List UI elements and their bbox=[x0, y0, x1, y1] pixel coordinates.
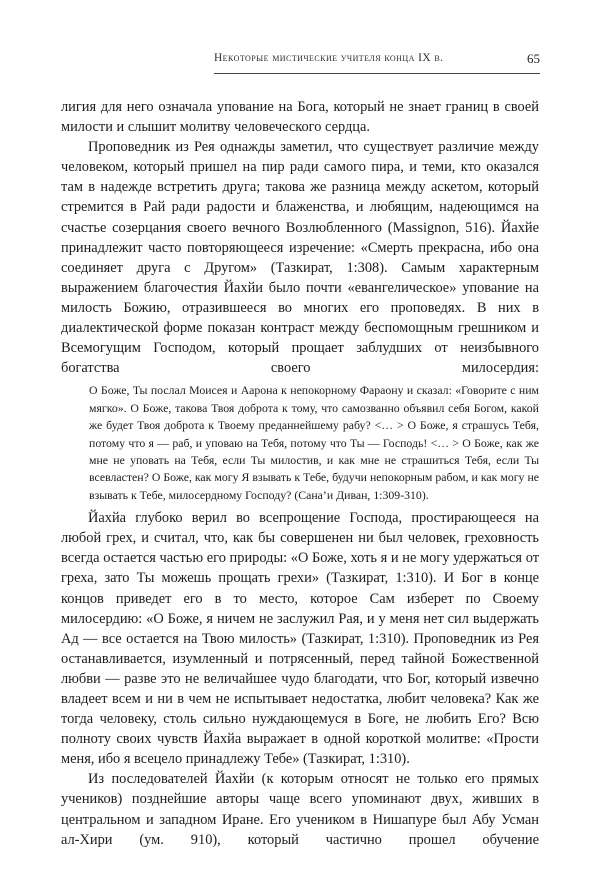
block-quote: О Боже, Ты послал Моисея и Аарона к непокорному Фараону и сказал: «Говорите с ним мягко». О Боже, такова Твоя доброта к тому, что самозванно объявил себя Богом, какой же будет Твоя доброта к Твоему преданнейшему рабу? <… > О Боже, я страшусь Тебя, потому что я — раб, и уповаю на Тебя, потому что Ты — Господь! <… > О Боже, как же мне не уповать на Тебя, если Ты милостив, и как мне не страшиться Тебя, если Ты всевластен? О Боже, как могу Я взывать к Тебе, будучи непокорным рабом, и как могу не взывать к Тебе, милосердному Господу? (Сана’и Диван, 1:309-310). bbox=[89, 383, 539, 502]
paragraph-3: Йахйа глубоко верил во всепрощение Господа, простирающееся на любой грех, и считал, что, как бы совершенен ни был человек, греховность всегда остается частью его природы: «О Боже, хоть я и не могу удержаться от греха, зато Ты можешь прощать грехи» (Тазкират, 1:310). И Бог в конце концов приведет его в то место, которое Сам изберет по Своему милосердию: «О Боже, я ничем не заслужил Рая, и у меня нет сил выдержать Ад — все остается на Твою милость» (Тазкират, 1:310). Проповедник из Рея останавливается, изумленный и потрясенный, перед тайной Божественной любви — разве это не величайшее чудо благодати, что Бог, который извечно владеет всем и ни в чем не испытывает недостатка, любит человека? Как же тогда человеку, столь сильно нуждающемуся в Боге, не любить Его? Всю полноту своих чувств Йахйа выражает в одной короткой молитве: «Прости меня, ибо я всецело принадлежу Тебе» (Тазкират, 1:310). bbox=[61, 510, 539, 768]
paragraph-2: Проповедник из Рея однажды заметил, что существует различие между человеком, который пришел на пир ради самого пира, и теми, кто оказался там в надежде встретить друга; такова же разница между аскетом, который стремится в Рай ради радости и блаженства, и любящим, надеющимся на счастье созерцания своего вечного Возлюбленного (Massignon, 516). Йахйе принадлежит часто повторяющееся изречение: «Смерть прекрасна, ибо она соединяет друга с Другом» (Тазкират, 1:308). Самым характерным выражением благочестия Йахйи было почти «евангелическое» упование на милость Божию, отразившееся во многих его проповедях. В них в диалектической форме показан контраст между беспомощным грешником и Всемогущим Господом, который прощает заблудших от неизбывного богатства своего милосердия: bbox=[61, 139, 539, 377]
running-title: Некоторые мистические учителя конца IX в. bbox=[214, 52, 444, 64]
paragraph-1: лигия для него означала упование на Бога, который не знает границ в своей милости и слышит молитву человеческого сердца. bbox=[61, 99, 539, 136]
page-body bbox=[61, 97, 539, 850]
running-header bbox=[214, 47, 540, 73]
paragraph-4: Из последователей Йахйи (к которым относят не только его прямых учеников) позднейшие авторы чаще всего упоминают двух, живших в центральном и западном Иране. Его учеником в Нишапуре был Абу Усман ал-Хири (ум. 910), который частично прошел обучение bbox=[61, 771, 539, 848]
page-number: 65 bbox=[527, 51, 540, 66]
header-rule bbox=[214, 73, 540, 74]
